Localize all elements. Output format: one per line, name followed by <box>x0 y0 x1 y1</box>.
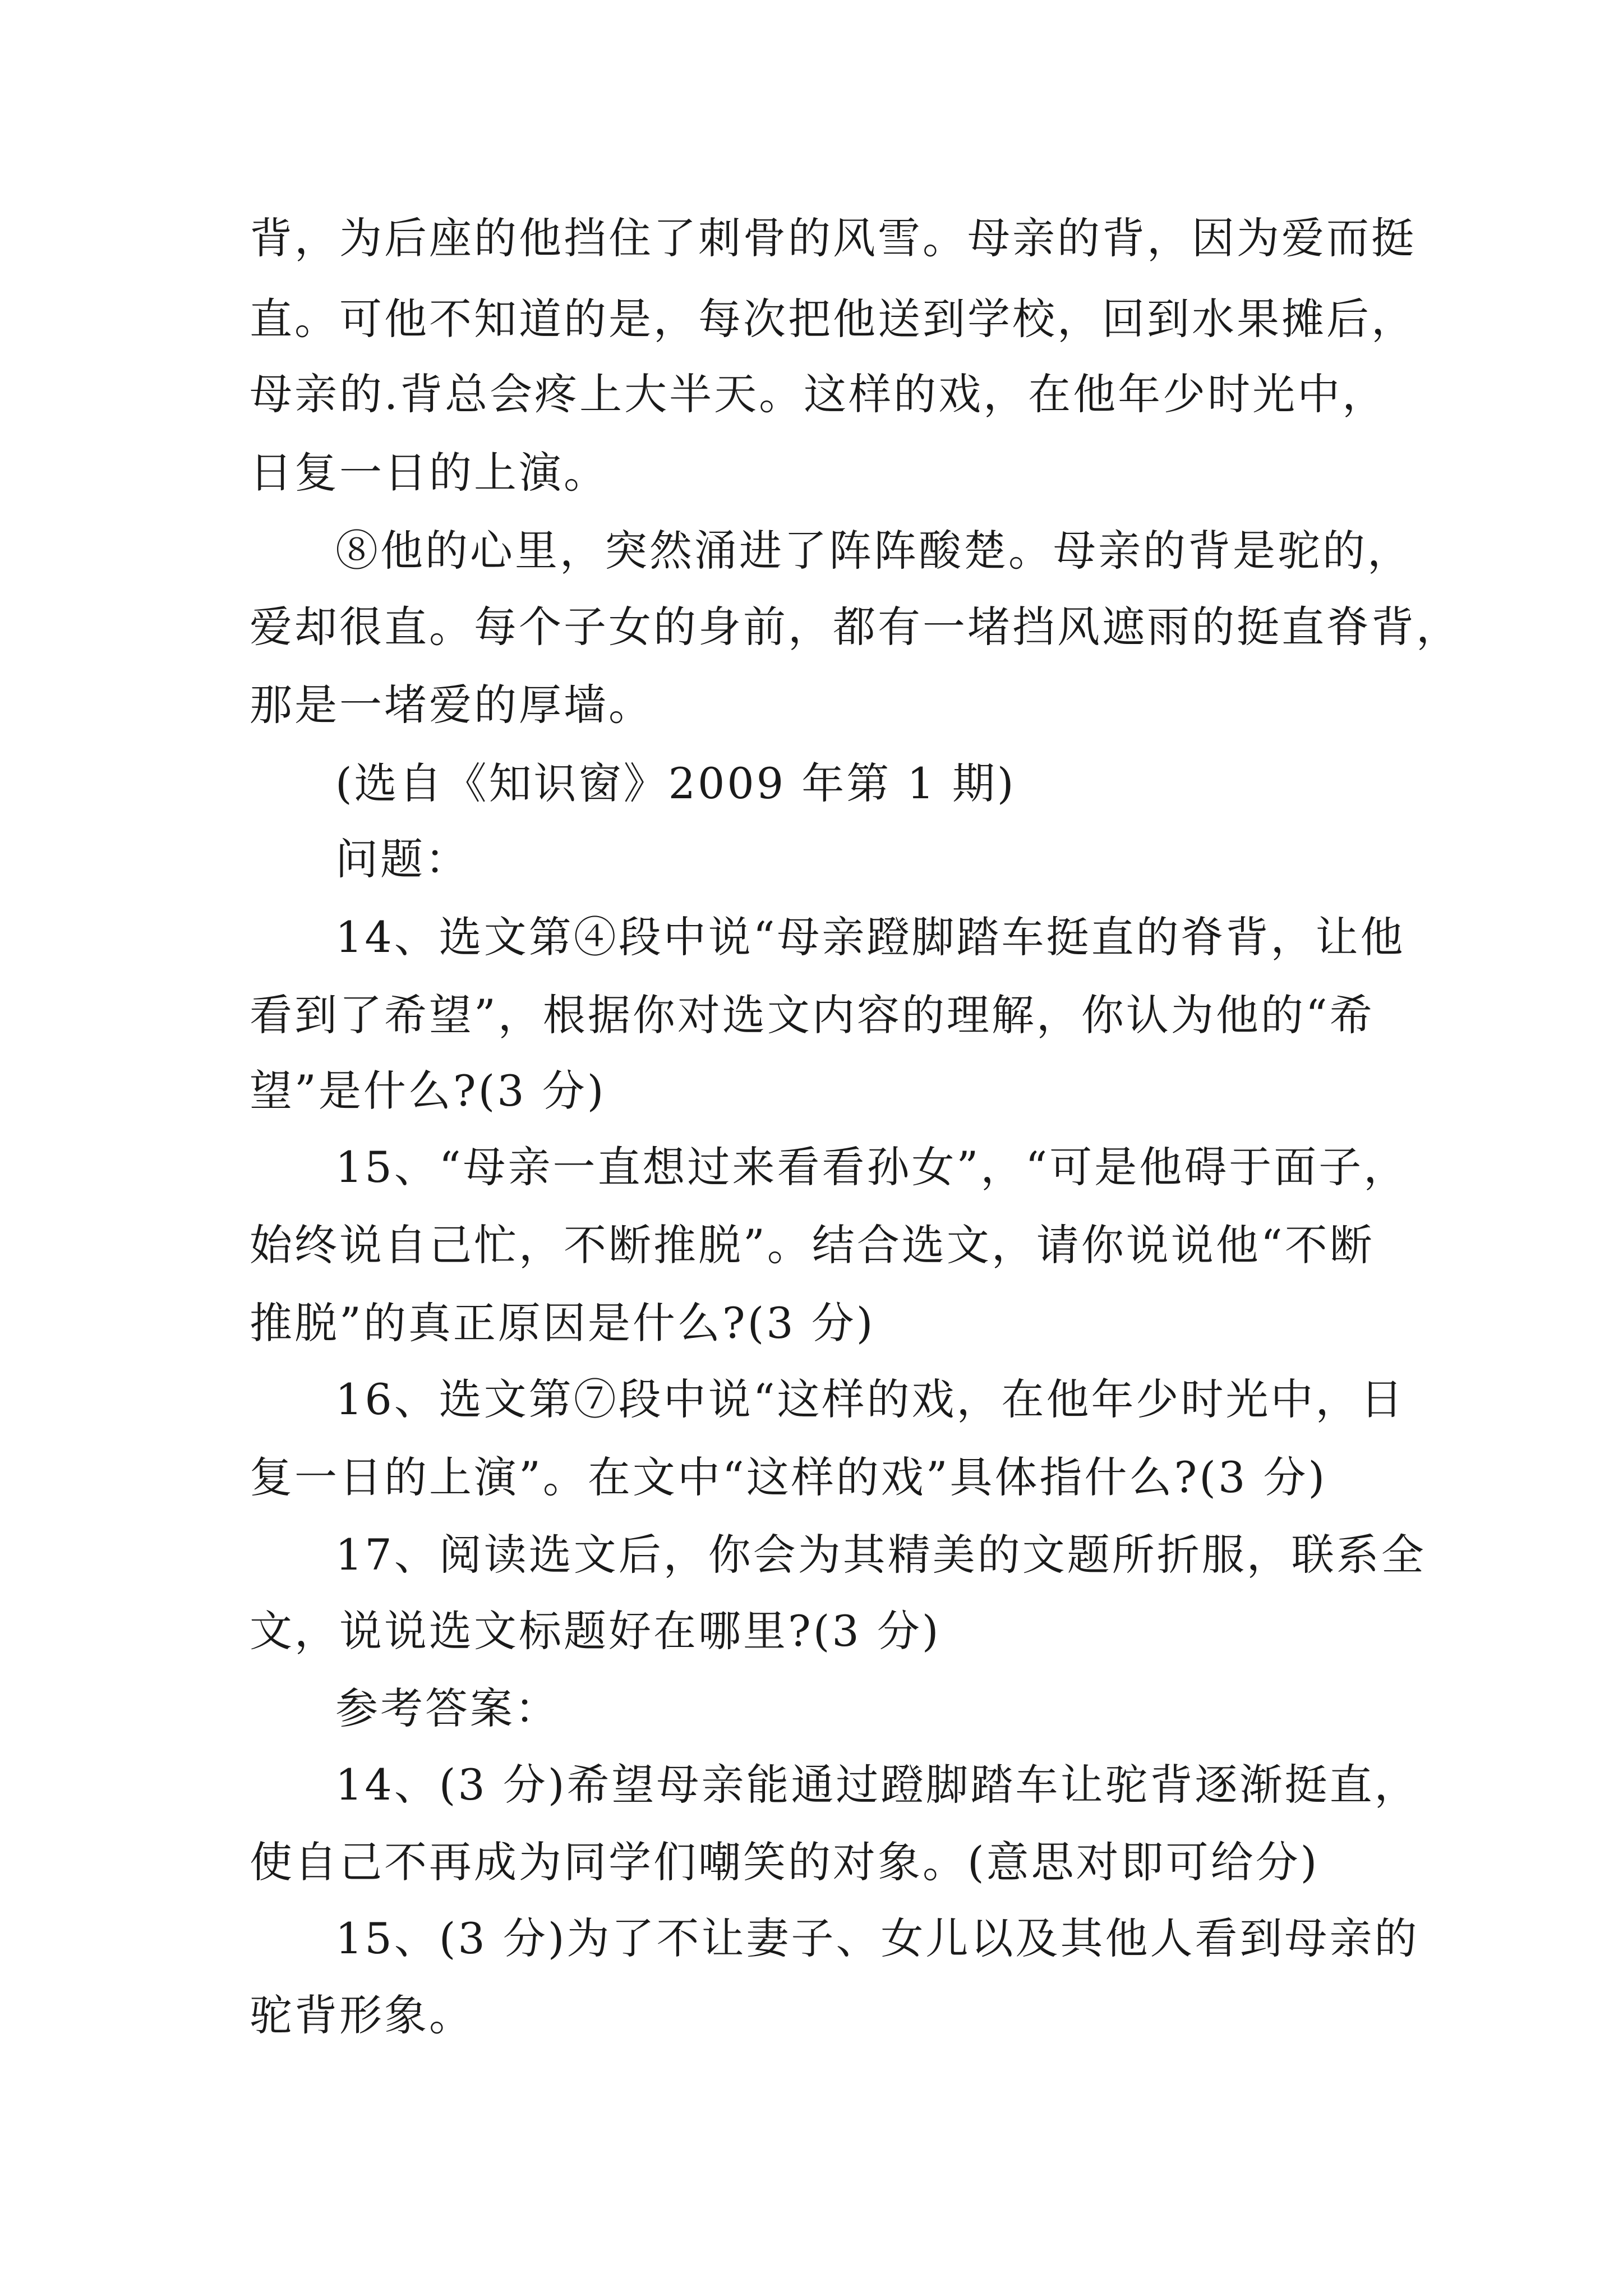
question-line: 推脱”的真正原因是什么?(3 分) <box>250 1298 875 1348</box>
question-line: 16、选文第⑦段中说“这样的戏，在他年少时光中，日 <box>335 1374 1405 1424</box>
text-line: ⑧他的心里，突然涌进了阵阵酸楚。母亲的背是驼的， <box>335 526 1412 576</box>
text-line: 那是一堵爱的厚墙。 <box>250 680 653 730</box>
question-line: 复一日的上演”。在文中“这样的戏”具体指什么?(3 分) <box>250 1452 1327 1502</box>
answer-line: 14、(3 分)希望母亲能通过蹬脚踏车让驼背逐渐挺直， <box>335 1760 1419 1810</box>
section-heading: 参考答案： <box>335 1683 560 1733</box>
question-line: 15、“母亲一直想过来看看孙女”，“可是他碍于面子， <box>335 1142 1409 1192</box>
section-heading: 问题： <box>335 834 470 884</box>
source-citation: (选自《知识窗》2009 年第 1 期) <box>335 758 1016 808</box>
question-line: 17、阅读选文后，你会为其精美的文题所折服，联系全 <box>335 1530 1426 1580</box>
question-line: 看到了希望”，根据你对选文内容的理解，你认为他的“希 <box>250 990 1375 1040</box>
text-line: 背，为后座的他挡住了刺骨的风雪。母亲的背，因为爱而挺 <box>250 213 1416 263</box>
answer-line: 使自己不再成为同学们嘲笑的对象。(意思对即可给分) <box>250 1837 1320 1887</box>
question-line: 14、选文第④段中说“母亲蹬脚踏车挺直的脊背，让他 <box>335 912 1405 962</box>
question-line: 始终说自己忙，不断推脱”。结合选文，请你说说他“不断 <box>250 1220 1375 1270</box>
answer-line: 15、(3 分)为了不让妻子、女儿以及其他人看到母亲的 <box>335 1913 1419 1963</box>
question-line: 望”是什么?(3 分) <box>250 1066 606 1116</box>
answer-line: 驼背形象。 <box>250 1990 474 2040</box>
text-line: 日复一日的上演。 <box>250 448 608 498</box>
text-line: 直。可他不知道的是，每次把他送到学校，回到水果摊后， <box>250 294 1416 344</box>
question-line: 文，说说选文标题好在哪里?(3 分) <box>250 1606 941 1656</box>
text-line: 爱却很直。每个子女的身前，都有一堵挡风遮雨的挺直脊背， <box>250 602 1461 652</box>
text-line: 母亲的.背总会疼上大半天。这样的戏，在他年少时光中， <box>250 369 1387 419</box>
